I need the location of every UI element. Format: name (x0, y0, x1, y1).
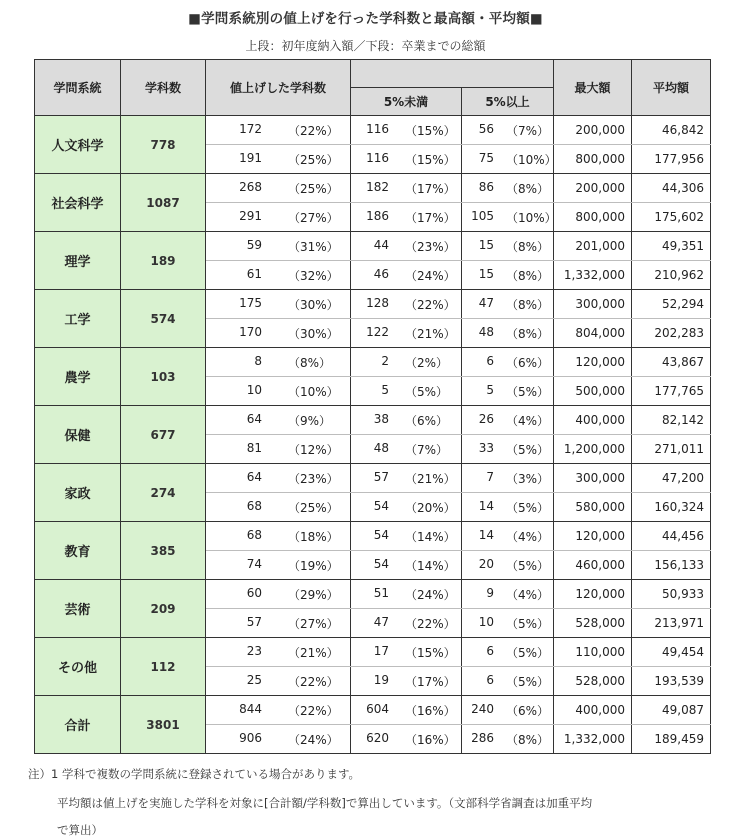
under5-cell (351, 406, 462, 435)
dept-count: 574 (121, 290, 206, 348)
raised-pct: （19%） (288, 558, 339, 573)
over5-cell (462, 174, 554, 203)
over5-count: 15 (478, 266, 494, 281)
raised-cell (206, 290, 351, 319)
max-amount: 300,000 (554, 290, 632, 319)
dept-count: 778 (121, 116, 206, 174)
over5-count: 9 (486, 585, 494, 600)
over5-cell (462, 406, 554, 435)
raised-count: 68 (246, 527, 262, 542)
under5-pct: （24%） (405, 587, 456, 602)
raised-count: 60 (246, 585, 262, 600)
table-row (35, 116, 711, 145)
over5-cell (462, 435, 554, 464)
dept-count: 112 (121, 638, 206, 696)
raised-count: 906 (239, 730, 262, 745)
over5-pct: （4%） (506, 529, 550, 544)
over5-count: 6 (486, 643, 494, 658)
over5-count: 14 (478, 498, 494, 513)
over5-cell (462, 725, 554, 754)
max-amount: 500,000 (554, 377, 632, 406)
raised-cell (206, 145, 351, 174)
under5-pct: （17%） (405, 674, 456, 689)
under5-count: 17 (373, 643, 389, 658)
raised-cell (206, 522, 351, 551)
raised-pct: （25%） (288, 181, 339, 196)
over5-cell (462, 493, 554, 522)
over5-pct: （6%） (506, 355, 550, 370)
dept-count: 3801 (121, 696, 206, 754)
raised-pct: （24%） (288, 732, 339, 747)
under5-count: 2 (381, 353, 389, 368)
avg-amount: 49,454 (632, 638, 711, 667)
under5-cell (351, 377, 462, 406)
under5-pct: （24%） (405, 268, 456, 283)
dept-count: 209 (121, 580, 206, 638)
over5-count: 6 (486, 353, 494, 368)
over5-count: 10 (478, 614, 494, 629)
over5-cell (462, 261, 554, 290)
over5-pct: （10%） (506, 210, 557, 225)
field-name: 合計 (35, 696, 121, 754)
over5-cell (462, 464, 554, 493)
table-row (35, 696, 711, 725)
raised-pct: （22%） (288, 123, 339, 138)
over5-count: 56 (478, 121, 494, 136)
under5-pct: （15%） (405, 645, 456, 660)
over5-count: 20 (478, 556, 494, 571)
raised-cell (206, 203, 351, 232)
dept-count: 1087 (121, 174, 206, 232)
raised-pct: （30%） (288, 297, 339, 312)
max-amount: 460,000 (554, 551, 632, 580)
raised-count: 844 (239, 701, 262, 716)
avg-amount: 193,539 (632, 667, 711, 696)
raised-cell (206, 116, 351, 145)
field-name: 理学 (35, 232, 121, 290)
over5-count: 5 (486, 382, 494, 397)
max-amount: 1,332,000 (554, 261, 632, 290)
avg-amount: 177,956 (632, 145, 711, 174)
dept-count: 385 (121, 522, 206, 580)
over5-cell (462, 667, 554, 696)
avg-amount: 47,200 (632, 464, 711, 493)
max-amount: 120,000 (554, 580, 632, 609)
raised-cell (206, 464, 351, 493)
field-name: その他 (35, 638, 121, 696)
under5-pct: （7%） (405, 442, 449, 457)
over5-count: 286 (471, 730, 494, 745)
max-amount: 1,200,000 (554, 435, 632, 464)
over5-cell (462, 609, 554, 638)
raised-cell (206, 696, 351, 725)
table-row (35, 406, 711, 435)
avg-amount: 49,351 (632, 232, 711, 261)
raised-cell (206, 377, 351, 406)
under5-count: 5 (381, 382, 389, 397)
under5-count: 186 (366, 208, 389, 223)
raised-count: 23 (246, 643, 262, 658)
raised-pct: （9%） (288, 413, 332, 428)
raised-cell (206, 406, 351, 435)
max-amount: 120,000 (554, 348, 632, 377)
under5-count: 47 (373, 614, 389, 629)
avg-amount: 46,842 (632, 116, 711, 145)
raised-cell (206, 261, 351, 290)
raised-pct: （21%） (288, 645, 339, 660)
header-raised: 値上げした学科数 (206, 60, 351, 116)
under5-pct: （16%） (405, 732, 456, 747)
over5-count: 75 (478, 150, 494, 165)
over5-pct: （5%） (506, 384, 550, 399)
over5-pct: （8%） (506, 268, 550, 283)
under5-cell (351, 522, 462, 551)
under5-cell (351, 203, 462, 232)
over5-count: 7 (486, 469, 494, 484)
header-field: 学問系統 (35, 60, 121, 116)
max-amount: 200,000 (554, 174, 632, 203)
over5-count: 48 (478, 324, 494, 339)
under5-pct: （6%） (405, 413, 449, 428)
under5-pct: （17%） (405, 210, 456, 225)
over5-cell (462, 377, 554, 406)
field-name: 芸術 (35, 580, 121, 638)
over5-cell (462, 580, 554, 609)
avg-amount: 177,765 (632, 377, 711, 406)
over5-count: 14 (478, 527, 494, 542)
raised-count: 175 (239, 295, 262, 310)
over5-count: 33 (478, 440, 494, 455)
note-line-2: 平均額は値上げを実施した学科を対象に[合計額/学科数]で算出しています。（文部科学省調査は加重平均 (57, 796, 593, 810)
raised-pct: （31%） (288, 239, 339, 254)
over5-pct: （5%） (506, 558, 550, 573)
raised-count: 68 (246, 498, 262, 513)
under5-cell (351, 696, 462, 725)
field-name: 教育 (35, 522, 121, 580)
over5-pct: （8%） (506, 297, 550, 312)
raised-count: 10 (246, 382, 262, 397)
under5-cell (351, 348, 462, 377)
under5-cell (351, 609, 462, 638)
over5-pct: （5%） (506, 442, 550, 457)
under5-count: 182 (366, 179, 389, 194)
under5-count: 128 (366, 295, 389, 310)
note-line-1: 注）1 学科で複数の学問系統に登録されている場合があります。 (28, 767, 361, 781)
over5-pct: （5%） (506, 616, 550, 631)
avg-amount: 49,087 (632, 696, 711, 725)
under5-cell (351, 725, 462, 754)
raised-pct: （32%） (288, 268, 339, 283)
over5-pct: （5%） (506, 500, 550, 515)
under5-cell (351, 319, 462, 348)
under5-cell (351, 464, 462, 493)
raised-pct: （12%） (288, 442, 339, 457)
under5-pct: （14%） (405, 558, 456, 573)
over5-cell (462, 232, 554, 261)
raised-cell (206, 493, 351, 522)
raised-pct: （8%） (288, 355, 332, 370)
over5-cell (462, 522, 554, 551)
under5-count: 116 (366, 121, 389, 136)
raised-pct: （23%） (288, 471, 339, 486)
raised-count: 25 (246, 672, 262, 687)
raised-cell (206, 319, 351, 348)
max-amount: 528,000 (554, 609, 632, 638)
under5-cell (351, 493, 462, 522)
raised-pct: （29%） (288, 587, 339, 602)
over5-pct: （10%） (506, 152, 557, 167)
under5-count: 116 (366, 150, 389, 165)
over5-pct: （3%） (506, 471, 550, 486)
over5-cell (462, 638, 554, 667)
under5-count: 54 (373, 498, 389, 513)
raised-pct: （10%） (288, 384, 339, 399)
over5-count: 105 (471, 208, 494, 223)
under5-cell (351, 116, 462, 145)
table-row (35, 522, 711, 551)
over5-count: 240 (471, 701, 494, 716)
under5-count: 38 (373, 411, 389, 426)
over5-pct: （5%） (506, 645, 550, 660)
over5-pct: （8%） (506, 239, 550, 254)
under5-cell (351, 232, 462, 261)
under5-pct: （15%） (405, 152, 456, 167)
table-row (35, 464, 711, 493)
over5-count: 15 (478, 237, 494, 252)
raised-count: 191 (239, 150, 262, 165)
table-row (35, 232, 711, 261)
avg-amount: 213,971 (632, 609, 711, 638)
max-amount: 400,000 (554, 406, 632, 435)
avg-amount: 156,133 (632, 551, 711, 580)
over5-cell (462, 696, 554, 725)
over5-pct: （8%） (506, 326, 550, 341)
under5-count: 48 (373, 440, 389, 455)
avg-amount: 44,306 (632, 174, 711, 203)
raised-count: 74 (246, 556, 262, 571)
field-name: 家政 (35, 464, 121, 522)
max-amount: 800,000 (554, 145, 632, 174)
under5-cell (351, 435, 462, 464)
over5-count: 6 (486, 672, 494, 687)
over5-cell (462, 116, 554, 145)
raised-pct: （27%） (288, 616, 339, 631)
under5-count: 604 (366, 701, 389, 716)
raised-cell (206, 638, 351, 667)
over5-cell (462, 319, 554, 348)
under5-pct: （22%） (405, 297, 456, 312)
max-amount: 400,000 (554, 696, 632, 725)
header-blank (351, 60, 554, 88)
max-amount: 580,000 (554, 493, 632, 522)
avg-amount: 202,283 (632, 319, 711, 348)
under5-count: 620 (366, 730, 389, 745)
over5-count: 26 (478, 411, 494, 426)
max-amount: 800,000 (554, 203, 632, 232)
page-subtitle: 上段：初年度納入額／下段：卒業までの総額 (245, 39, 486, 53)
dept-count: 274 (121, 464, 206, 522)
raised-pct: （25%） (288, 152, 339, 167)
table-row (35, 290, 711, 319)
under5-pct: （16%） (405, 703, 456, 718)
over5-pct: （5%） (506, 674, 550, 689)
over5-count: 86 (478, 179, 494, 194)
avg-amount: 43,867 (632, 348, 711, 377)
avg-amount: 82,142 (632, 406, 711, 435)
tuition-increase-table (34, 59, 711, 754)
raised-count: 57 (246, 614, 262, 629)
header-max: 最大額 (554, 60, 632, 116)
under5-count: 46 (373, 266, 389, 281)
raised-cell (206, 609, 351, 638)
under5-pct: （15%） (405, 123, 456, 138)
raised-count: 61 (246, 266, 262, 281)
under5-count: 57 (373, 469, 389, 484)
raised-pct: （18%） (288, 529, 339, 544)
over5-pct: （4%） (506, 587, 550, 602)
max-amount: 200,000 (554, 116, 632, 145)
raised-pct: （27%） (288, 210, 339, 225)
max-amount: 804,000 (554, 319, 632, 348)
over5-count: 47 (478, 295, 494, 310)
header-over5: 5%以上 (462, 88, 554, 116)
over5-cell (462, 145, 557, 174)
under5-pct: （14%） (405, 529, 456, 544)
max-amount: 120,000 (554, 522, 632, 551)
raised-cell (206, 551, 351, 580)
avg-amount: 44,456 (632, 522, 711, 551)
raised-pct: （22%） (288, 674, 339, 689)
over5-pct: （7%） (506, 123, 550, 138)
under5-cell (351, 667, 462, 696)
under5-pct: （17%） (405, 181, 456, 196)
under5-pct: （2%） (405, 355, 449, 370)
over5-cell (462, 551, 554, 580)
table-row (35, 580, 711, 609)
header-avg: 平均額 (632, 60, 711, 116)
over5-pct: （8%） (506, 181, 550, 196)
under5-cell (351, 261, 462, 290)
page-title: ■学問系統別の値上げを行った学科数と最高額・平均額■ (188, 11, 543, 27)
over5-pct: （6%） (506, 703, 550, 718)
under5-pct: （21%） (405, 326, 456, 341)
over5-pct: （8%） (506, 732, 550, 747)
under5-pct: （22%） (405, 616, 456, 631)
avg-amount: 189,459 (632, 725, 711, 754)
avg-amount: 52,294 (632, 290, 711, 319)
table-row (35, 638, 711, 667)
raised-count: 268 (239, 179, 262, 194)
raised-cell (206, 580, 351, 609)
raised-pct: （25%） (288, 500, 339, 515)
header-dept-count: 学科数 (121, 60, 206, 116)
raised-count: 81 (246, 440, 262, 455)
dept-count: 103 (121, 348, 206, 406)
over5-cell (462, 203, 557, 232)
raised-cell (206, 725, 351, 754)
under5-pct: （23%） (405, 239, 456, 254)
max-amount: 110,000 (554, 638, 632, 667)
field-name: 人文科学 (35, 116, 121, 174)
under5-pct: （5%） (405, 384, 449, 399)
avg-amount: 160,324 (632, 493, 711, 522)
dept-count: 189 (121, 232, 206, 290)
max-amount: 528,000 (554, 667, 632, 696)
raised-count: 170 (239, 324, 262, 339)
under5-count: 54 (373, 556, 389, 571)
header-under5: 5%未満 (351, 88, 462, 116)
table-row (35, 174, 711, 203)
under5-pct: （20%） (405, 500, 456, 515)
raised-count: 172 (239, 121, 262, 136)
under5-pct: （21%） (405, 471, 456, 486)
under5-count: 51 (373, 585, 389, 600)
under5-cell (351, 638, 462, 667)
under5-cell (351, 145, 462, 174)
raised-count: 59 (246, 237, 262, 252)
table-row (35, 348, 711, 377)
max-amount: 1,332,000 (554, 725, 632, 754)
field-name: 農学 (35, 348, 121, 406)
under5-cell (351, 551, 462, 580)
under5-cell (351, 174, 462, 203)
max-amount: 201,000 (554, 232, 632, 261)
raised-count: 8 (254, 353, 262, 368)
under5-cell (351, 290, 462, 319)
over5-cell (462, 290, 554, 319)
raised-cell (206, 348, 351, 377)
field-name: 工学 (35, 290, 121, 348)
under5-count: 19 (373, 672, 389, 687)
raised-cell (206, 174, 351, 203)
raised-cell (206, 232, 351, 261)
over5-cell (462, 348, 554, 377)
under5-cell (351, 580, 462, 609)
raised-pct: （22%） (288, 703, 339, 718)
avg-amount: 50,933 (632, 580, 711, 609)
field-name: 保健 (35, 406, 121, 464)
raised-cell (206, 667, 351, 696)
avg-amount: 175,602 (632, 203, 711, 232)
over5-pct: （4%） (506, 413, 550, 428)
raised-count: 291 (239, 208, 262, 223)
field-name: 社会科学 (35, 174, 121, 232)
max-amount: 300,000 (554, 464, 632, 493)
under5-count: 44 (373, 237, 389, 252)
raised-count: 64 (246, 411, 262, 426)
dept-count: 677 (121, 406, 206, 464)
under5-count: 122 (366, 324, 389, 339)
avg-amount: 271,011 (632, 435, 711, 464)
under5-count: 54 (373, 527, 389, 542)
raised-pct: （30%） (288, 326, 339, 341)
raised-cell (206, 435, 351, 464)
note-line-3: で算出） (57, 823, 103, 837)
avg-amount: 210,962 (632, 261, 711, 290)
raised-count: 64 (246, 469, 262, 484)
